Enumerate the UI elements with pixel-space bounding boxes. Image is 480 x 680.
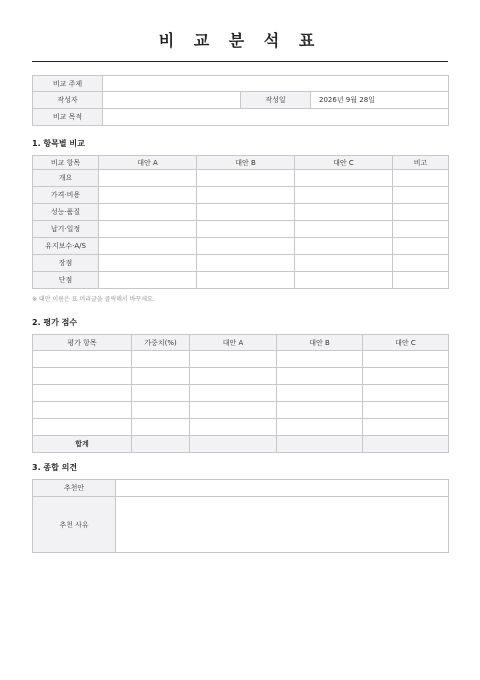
row-label-performance: 성능·품질 — [33, 204, 99, 221]
section-3-heading: 3. 종합 의견 — [32, 463, 78, 472]
table-cell[interactable] — [99, 204, 197, 221]
recommend-field[interactable] — [116, 480, 449, 497]
table-cell[interactable] — [277, 351, 363, 368]
header-option-c[interactable]: 대안 C — [295, 156, 393, 170]
opinion-table — [32, 479, 449, 553]
table-cell[interactable] — [363, 402, 449, 419]
header-option-b[interactable]: 대안 B — [197, 156, 295, 170]
table-cell[interactable] — [132, 351, 190, 368]
purpose-label: 비교 목적 — [33, 109, 103, 126]
table-cell[interactable] — [197, 221, 295, 238]
table-cell[interactable] — [99, 221, 197, 238]
table-cell[interactable] — [33, 351, 132, 368]
header-remarks: 비고 — [393, 156, 449, 170]
table-cell[interactable] — [363, 368, 449, 385]
table-cell[interactable] — [33, 368, 132, 385]
purpose-field[interactable] — [103, 109, 449, 126]
table-cell[interactable] — [393, 187, 449, 204]
score-table — [32, 334, 449, 453]
header-score-a: 대안 A — [190, 335, 277, 351]
header-eval-item: 평가 항목 — [33, 335, 132, 351]
table-cell[interactable] — [33, 402, 132, 419]
item-comparison-table — [32, 155, 449, 289]
table-cell[interactable] — [295, 221, 393, 238]
table-cell[interactable] — [277, 402, 363, 419]
table-cell[interactable] — [99, 170, 197, 187]
table-cell[interactable] — [277, 419, 363, 436]
table-cell[interactable] — [197, 187, 295, 204]
table-cell[interactable] — [393, 272, 449, 289]
table-cell[interactable] — [132, 368, 190, 385]
total-cell — [363, 436, 449, 453]
table-cell[interactable] — [277, 385, 363, 402]
row-label-price: 가격·비용 — [33, 187, 99, 204]
header-score-b: 대안 B — [277, 335, 363, 351]
subject-label: 비교 주제 — [33, 76, 103, 92]
header-score-c: 대안 C — [363, 335, 449, 351]
row-label-pros: 장점 — [33, 255, 99, 272]
row-label-maintenance: 유지보수·A/S — [33, 238, 99, 255]
total-cell — [132, 436, 190, 453]
table-cell[interactable] — [99, 272, 197, 289]
info-table — [32, 75, 449, 126]
table-cell[interactable] — [197, 255, 295, 272]
section-2-heading: 2. 평가 점수 — [32, 318, 78, 327]
table-cell[interactable] — [99, 238, 197, 255]
table-cell[interactable] — [99, 187, 197, 204]
table-cell[interactable] — [295, 204, 393, 221]
table-cell[interactable] — [197, 204, 295, 221]
table-cell[interactable] — [190, 419, 277, 436]
date-label: 작성일 — [241, 92, 311, 109]
header-edit-hint: ※ 대안 이름은 표 머리글을 클릭해서 바꾸세요. — [32, 296, 155, 303]
total-cell — [190, 436, 277, 453]
table-cell[interactable] — [295, 255, 393, 272]
table-cell[interactable] — [197, 170, 295, 187]
table-cell[interactable] — [132, 385, 190, 402]
table-cell[interactable] — [99, 255, 197, 272]
title-divider — [32, 61, 448, 62]
table-cell[interactable] — [190, 402, 277, 419]
table-cell[interactable] — [363, 419, 449, 436]
table-cell[interactable] — [197, 238, 295, 255]
header-weight: 가중치(%) — [132, 335, 190, 351]
header-compare-item: 비교 항목 — [33, 156, 99, 170]
subject-field[interactable] — [103, 76, 449, 92]
table-cell[interactable] — [393, 170, 449, 187]
total-cell — [277, 436, 363, 453]
date-field[interactable]: 2026년 9월 28일 — [311, 92, 449, 109]
table-cell[interactable] — [363, 385, 449, 402]
table-cell[interactable] — [393, 221, 449, 238]
document-title: 비 교 분 석 표 — [158, 31, 322, 50]
table-cell[interactable] — [363, 351, 449, 368]
row-label-overview: 개요 — [33, 170, 99, 187]
table-cell[interactable] — [393, 204, 449, 221]
table-cell[interactable] — [393, 238, 449, 255]
table-cell[interactable] — [190, 368, 277, 385]
table-cell[interactable] — [197, 272, 295, 289]
recommend-label: 추천안 — [33, 480, 116, 497]
table-cell[interactable] — [190, 351, 277, 368]
reason-label: 추천 사유 — [33, 497, 116, 553]
table-cell[interactable] — [33, 419, 132, 436]
table-cell[interactable] — [393, 255, 449, 272]
table-cell[interactable] — [295, 187, 393, 204]
section-1-heading: 1. 항목별 비교 — [32, 139, 85, 148]
total-label: 합계 — [33, 436, 132, 453]
header-option-a[interactable]: 대안 A — [99, 156, 197, 170]
table-cell[interactable] — [295, 272, 393, 289]
table-cell[interactable] — [190, 385, 277, 402]
table-cell[interactable] — [33, 385, 132, 402]
author-label: 작성자 — [33, 92, 103, 109]
table-cell[interactable] — [132, 402, 190, 419]
row-label-cons: 단점 — [33, 272, 99, 289]
table-cell[interactable] — [132, 419, 190, 436]
row-label-delivery: 납기·일정 — [33, 221, 99, 238]
table-cell[interactable] — [295, 170, 393, 187]
reason-field[interactable] — [116, 497, 449, 553]
table-cell[interactable] — [277, 368, 363, 385]
table-cell[interactable] — [295, 238, 393, 255]
author-field[interactable] — [103, 92, 241, 109]
